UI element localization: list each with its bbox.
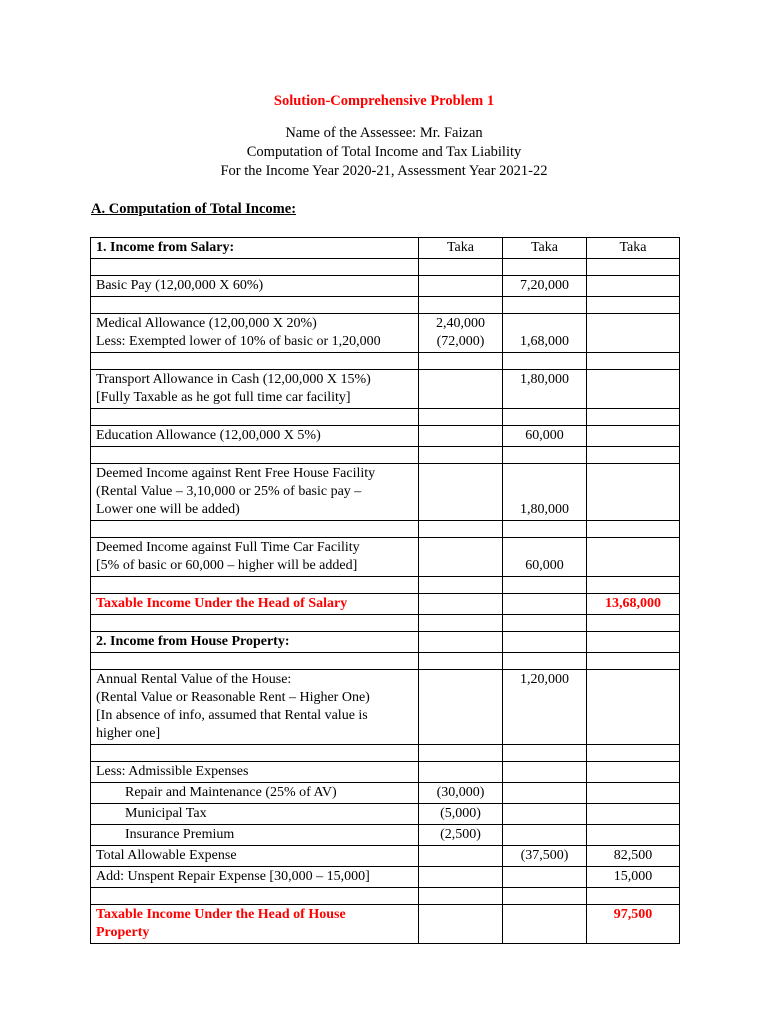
arv-amount: 1,20,000 <box>503 670 587 745</box>
transport-label <box>91 370 419 409</box>
education-label: Education Allowance (12,00,000 X 5%) <box>91 426 419 447</box>
insurance-label: Insurance Premium <box>91 825 419 846</box>
table-row-education <box>91 426 680 447</box>
rent-free-amount: 1,80,000 <box>503 464 587 521</box>
income-computation-table <box>90 237 680 944</box>
page-title: Solution-Comprehensive Problem 1 <box>273 93 495 109</box>
municipal-tax-amount: (5,000) <box>419 804 503 825</box>
car-label <box>91 538 419 577</box>
transport-label-line-2: [Fully Taxable as he got full time car facility] <box>96 390 351 405</box>
table-row-expenses-label <box>91 762 680 783</box>
expenses-label: Less: Admissible Expenses <box>91 762 419 783</box>
table-row-transport <box>91 370 680 409</box>
spacer-row <box>91 653 680 670</box>
table-row-house-total <box>91 905 680 944</box>
column-header-taka-2: Taka <box>503 238 587 259</box>
table-row-repair <box>91 783 680 804</box>
column-header-taka-1: Taka <box>419 238 503 259</box>
spacer-row <box>91 745 680 762</box>
table-row-total-expense <box>91 846 680 867</box>
salary-total-amount: 13,68,000 <box>587 594 680 615</box>
spacer-row <box>91 888 680 905</box>
unspent-repair-amount: 15,000 <box>587 867 680 888</box>
spacer-row <box>91 409 680 426</box>
house-total-label <box>91 905 419 944</box>
medical-label <box>91 314 419 353</box>
house-total-label-line-2: Property <box>96 925 150 940</box>
car-amount: 60,000 <box>503 538 587 577</box>
salary-total-label: Taxable Income Under the Head of Salary <box>91 594 419 615</box>
rent-free-label-line-3: Lower one will be added) <box>96 502 240 517</box>
repair-label: Repair and Maintenance (25% of AV) <box>91 783 419 804</box>
table-header-row <box>91 238 680 259</box>
table-row-rent-free-house <box>91 464 680 521</box>
arv-label-line-1: Annual Rental Value of the House: <box>96 672 292 687</box>
medical-amount: 1,68,000 <box>503 314 587 353</box>
document-heading <box>0 124 768 181</box>
assessee-name: Name of the Assessee: Mr. Faizan <box>285 125 483 141</box>
municipal-tax-label: Municipal Tax <box>91 804 419 825</box>
arv-label-line-4: higher one] <box>96 726 161 741</box>
total-expense-amount: (37,500) <box>503 846 587 867</box>
salary-heading: 1. Income from Salary: <box>91 238 419 259</box>
medical-label-line-1: Medical Allowance (12,00,000 X 20%) <box>96 316 317 331</box>
medical-label-line-2: Less: Exempted lower of 10% of basic or 1,20,000 <box>96 334 381 349</box>
table-row-medical <box>91 314 680 353</box>
rent-free-label-line-2: (Rental Value – 3,10,000 or 25% of basic pay – <box>96 484 362 499</box>
table-row-annual-rental-value <box>91 670 680 745</box>
spacer-row <box>91 447 680 464</box>
table-row-basic-pay <box>91 276 680 297</box>
unspent-repair-label: Add: Unspent Repair Expense [30,000 – 15,000] <box>91 867 419 888</box>
table-row-salary-total <box>91 594 680 615</box>
insurance-amount: (2,500) <box>419 825 503 846</box>
arv-label-line-3: [In absence of info, assumed that Rental value is <box>96 708 368 723</box>
basic-pay-label: Basic Pay (12,00,000 X 60%) <box>91 276 419 297</box>
car-label-line-1: Deemed Income against Full Time Car Facility <box>96 540 360 555</box>
spacer-row <box>91 521 680 538</box>
computation-title: Computation of Total Income and Tax Liability <box>246 144 522 160</box>
rent-free-label-line-1: Deemed Income against Rent Free House Facility <box>96 466 376 481</box>
spacer-row <box>91 577 680 594</box>
arv-label <box>91 670 419 745</box>
column-header-taka-3: Taka <box>587 238 680 259</box>
net-annual-value: 82,500 <box>587 846 680 867</box>
total-expense-label: Total Allowable Expense <box>91 846 419 867</box>
education-amount: 60,000 <box>503 426 587 447</box>
medical-sub-amounts <box>419 314 503 353</box>
transport-amount: 1,80,000 <box>503 370 587 409</box>
spacer-row <box>91 297 680 314</box>
house-total-amount: 97,500 <box>587 905 680 944</box>
rent-free-label <box>91 464 419 521</box>
section-a-heading: A. Computation of Total Income: <box>91 201 297 217</box>
table-row-unspent-repair <box>91 867 680 888</box>
medical-gross: 2,40,000 <box>436 316 485 331</box>
income-year: For the Income Year 2020-21, Assessment Year 2021-22 <box>220 163 548 179</box>
house-total-label-line-1: Taxable Income Under the Head of House <box>96 907 346 922</box>
repair-amount: (30,000) <box>419 783 503 804</box>
spacer-row <box>91 353 680 370</box>
spacer-row <box>91 615 680 632</box>
house-property-heading: 2. Income from House Property: <box>91 632 419 653</box>
table-row-car-facility <box>91 538 680 577</box>
table-row-insurance <box>91 825 680 846</box>
arv-label-line-2: (Rental Value or Reasonable Rent – Higher One) <box>96 690 370 705</box>
table-row-municipal-tax <box>91 804 680 825</box>
spacer-row <box>91 259 680 276</box>
car-label-line-2: [5% of basic or 60,000 – higher will be added] <box>96 558 358 573</box>
table-row-house-heading <box>91 632 680 653</box>
transport-label-line-1: Transport Allowance in Cash (12,00,000 X 15%) <box>96 372 371 387</box>
basic-pay-amount: 7,20,000 <box>503 276 587 297</box>
medical-exempt: (72,000) <box>436 334 485 349</box>
